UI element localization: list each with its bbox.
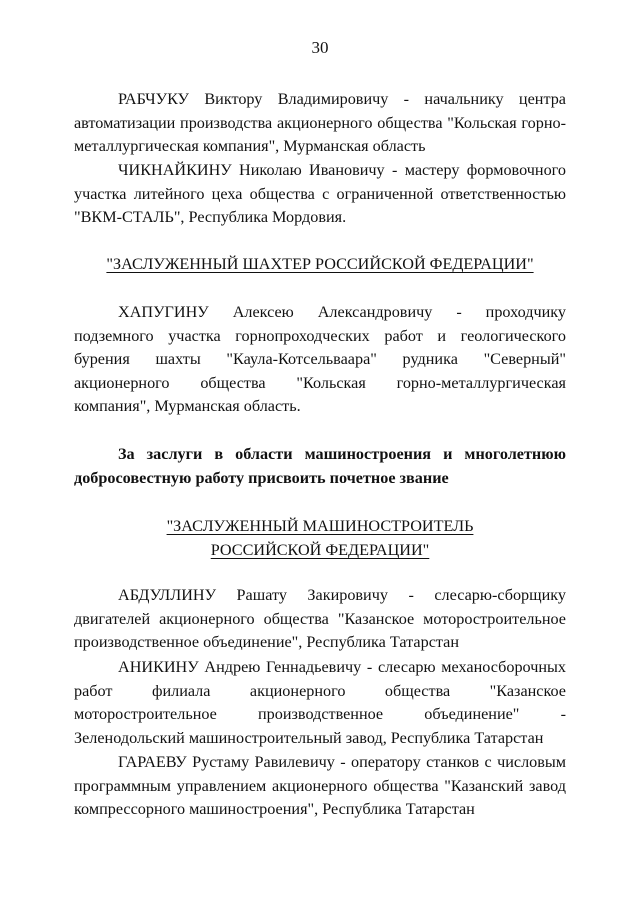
decree-statement: За заслуги в области машиностроения и многолетнюю добросовестную работу присвоить почетное звание [74, 445, 566, 487]
section-title-machine [74, 514, 566, 562]
page-number: 30 [311, 38, 329, 57]
award-entry-abdullin: АБДУЛЛИНУ Рашату Закировичу - слесарю-сборщику двигателей акционерного общества "Казанское моторостроительное производственное объединение", Республика Татарстан [74, 586, 566, 652]
award-entry-chiknaikin: ЧИКНАЙКИНУ Николаю Ивановичу - мастеру формовочного участка литейного цеха общества с ограниченной ответственностью "ВКМ-СТАЛЬ", Республика Мордовия. [74, 161, 566, 227]
section-title-machine-line2: РОССИЙСКОЙ ФЕДЕРАЦИИ" [210, 541, 430, 559]
award-entry-anikin: АНИКИНУ Андрею Геннадьевичу - слесарю механосборочных работ филиала акционерного общества "Казанское моторостроительное производственное объединение" - Зеленодольский машиностроительный завод, Республика Татарстан [74, 658, 566, 747]
award-entry-khapugin: ХАПУГИНУ Алексею Александровичу - проходчику подземного участка горнопроходческих работ и геологического бурения шахты "Каула-Котсельваара" рудника "Северный" акционерного общества "Кольская горно-металлургическая компания", Мурманская область. [74, 303, 566, 416]
section-title-miner-text: "ЗАСЛУЖЕННЫЙ ШАХТЕР РОССИЙСКОЙ ФЕДЕРАЦИИ" [106, 255, 534, 273]
section-title-machine-line1: "ЗАСЛУЖЕННЫЙ МАШИНОСТРОИТЕЛЬ [166, 517, 474, 535]
award-entry-garaev: ГАРАЕВУ Рустаму Равилевичу - оператору станков с числовым программным управлением акционерного общества "Казанский завод компрессорного машиностроения", Республика Татарстан [74, 753, 566, 819]
section-title-miner [74, 252, 566, 276]
award-entry-rabchuk: РАБЧУКУ Виктору Владимировичу - начальнику центра автоматизации производства акционерного общества "Кольская горно-металлургическая компания", Мурманская область [74, 90, 566, 156]
